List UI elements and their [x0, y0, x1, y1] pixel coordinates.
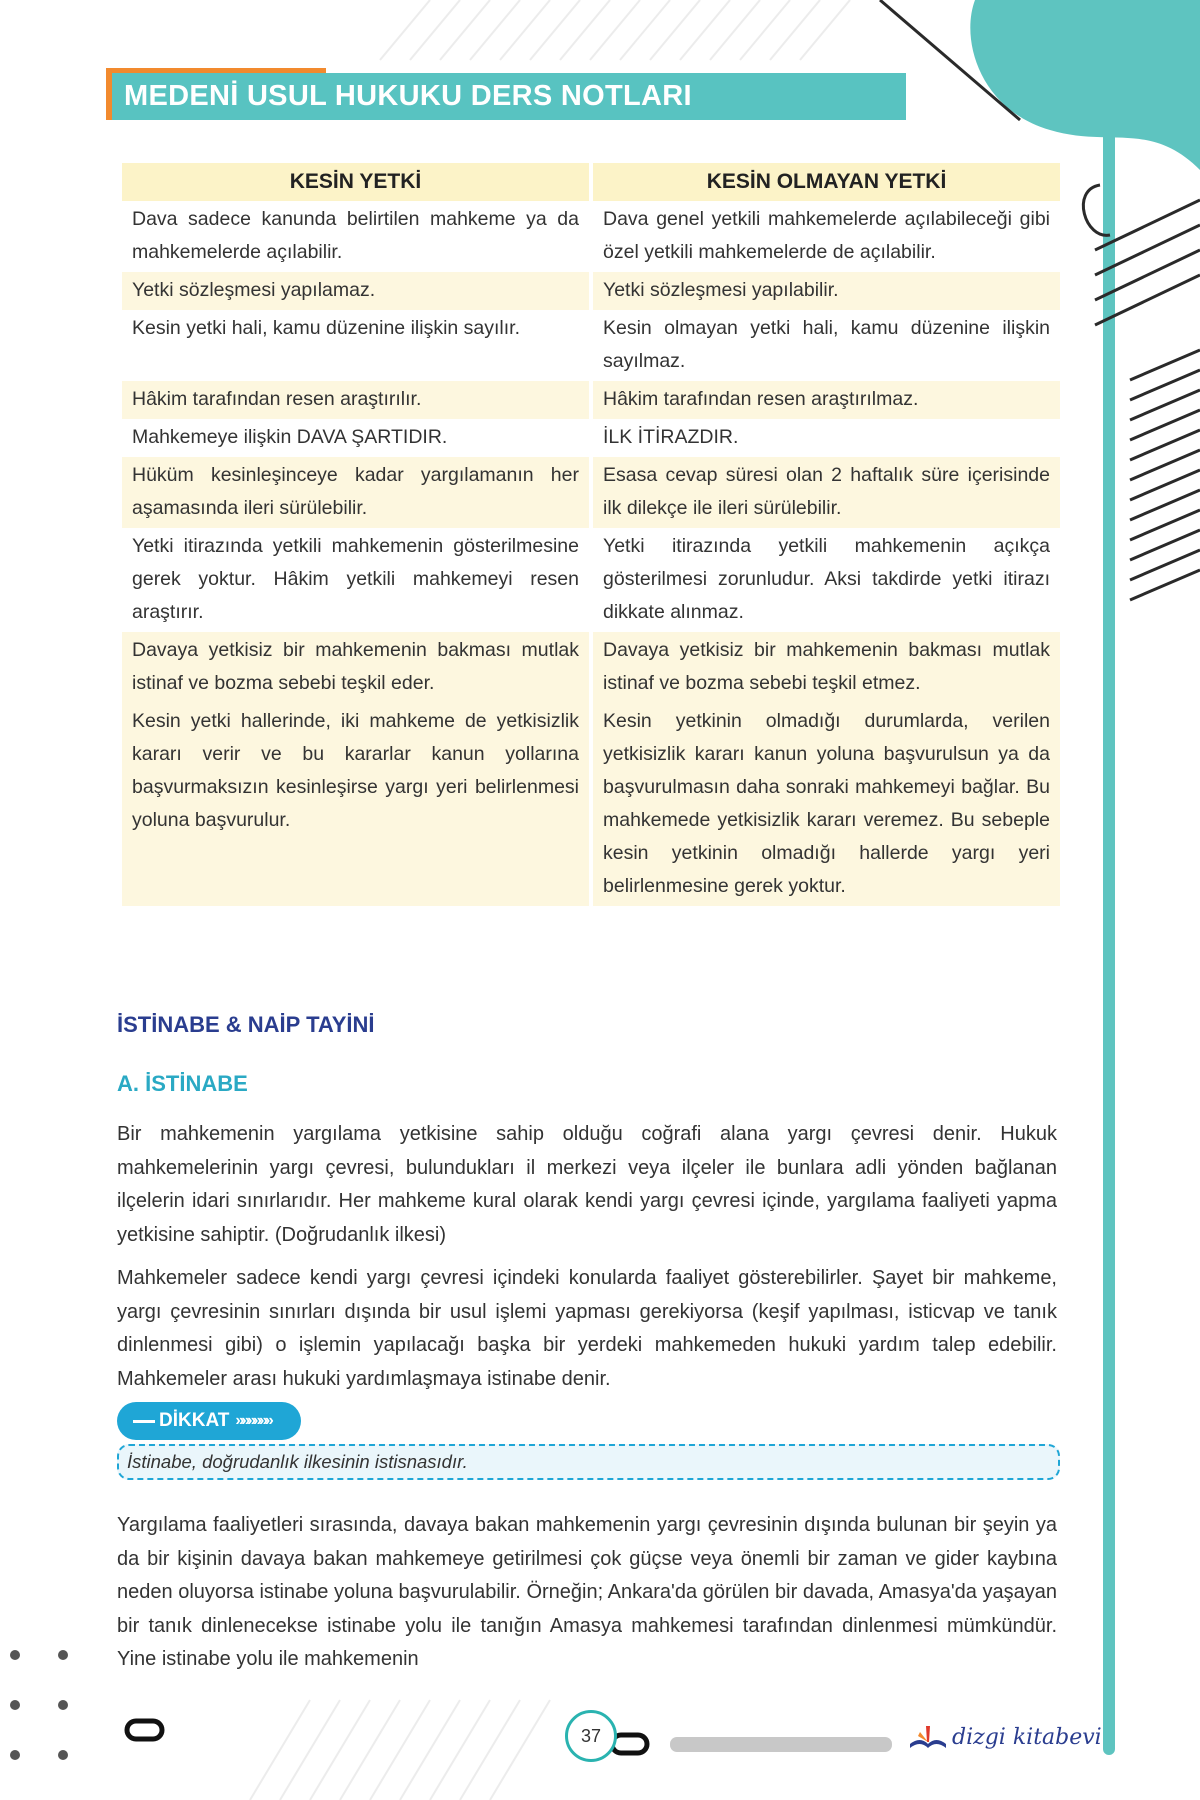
- table-row: [122, 381, 1060, 419]
- table-cell: Yetki sözleşmesi yapılamaz.: [122, 272, 589, 310]
- table-row: [122, 310, 1060, 381]
- footer-divider: [670, 1737, 892, 1752]
- section-subheading: A. İSTİNABE: [117, 1071, 248, 1096]
- table-cell: Yetki sözleşmesi yapılabilir.: [593, 272, 1060, 310]
- chevrons-icon: »»»»»»: [235, 1412, 271, 1429]
- table-cell: Kesin olmayan yetki hali, kamu düzenine ilişkin sayılmaz.: [593, 310, 1060, 381]
- table-cell: Davaya yetkisiz bir mahkemenin bakması mutlak istinaf ve bozma sebebi teşkil eder.: [122, 632, 589, 703]
- table-cell: Yetki itirazında yetkili mahkemenin gösterilmesine gerek yoktur. Hâkim yetkili mahkemeyi resen araştırır.: [122, 528, 589, 632]
- table-row: [122, 632, 1060, 703]
- table-cell: Davaya yetkisiz bir mahkemenin bakması mutlak istinaf ve bozma sebebi teşkil etmez.: [593, 632, 1060, 703]
- book-logo-icon: [908, 1722, 948, 1752]
- table-cell: Dava sadece kanunda belirtilen mahkeme ya da mahkemelerde açılabilir.: [122, 201, 589, 272]
- table-row: [122, 272, 1060, 310]
- table-cell: Esasa cevap süresi olan 2 haftalık süre içerisinde ilk dilekçe ile ileri sürülebilir.: [593, 457, 1060, 528]
- table-row: [122, 528, 1060, 632]
- table-row: [122, 703, 1060, 906]
- table-cell: Hâkim tarafından resen araştırılır.: [122, 381, 589, 419]
- table-cell: Kesin yetki hali, kamu düzenine ilişkin sayılır.: [122, 310, 589, 381]
- page-title-bar: [106, 73, 906, 120]
- section-heading: İSTİNABE & NAİP TAYİNİ: [117, 1012, 375, 1037]
- table-row: [122, 457, 1060, 528]
- table-cell: Kesin yetki hallerinde, iki mahkeme de yetkisizlik kararı verir ve bu kararlar kanun yollarına başvurmaksızın kesinleşirse yargı yeri belirlenmesi yoluna başvurulur.: [122, 703, 589, 906]
- publisher-logo: [908, 1722, 1102, 1752]
- page-title: MEDENİ USUL HUKUKU DERS NOTLARI: [124, 80, 692, 112]
- table-cell: Mahkemeye ilişkin DAVA ŞARTIDIR.: [122, 419, 589, 457]
- table-cell: İLK İTİRAZDIR.: [593, 419, 1060, 457]
- publisher-name: dizgi kitabevi: [952, 1724, 1102, 1750]
- column-header-kesin-yetki: KESİN YETKİ: [122, 163, 589, 201]
- dikkat-label: DİKKAT: [159, 1410, 230, 1431]
- table-cell: Kesin yetkinin olmadığı durumlarda, verilen yetkisizlik kararı kanun yoluna başvurulsun ya da başvurulmasın daha sonraki mahkemeyi bağlar. Bu mahkemede yetkisizlik kararı veremez. Bu sebeple kesin yetkinin olmadığı hallerde yargı yeri belirlenmesine gerek yoktur.: [593, 703, 1060, 906]
- table-row: [122, 419, 1060, 457]
- table-cell: Yetki itirazında yetkili mahkemenin açıkça gösterilmesi zorunludur. Aksi takdirde yetki itirazı dikkate alınmaz.: [593, 528, 1060, 632]
- table-row: [122, 201, 1060, 272]
- paragraph: Yargılama faaliyetleri sırasında, davaya bakan mahkemenin yargı çevresinin dışında bulunan bir şeyin ya da bir kişinin davaya bakan mahkemeye getirilmesi çok güçse veya önemli bir zaman ve gider kaybına neden oluyorsa istinabe yoluna başvurulabilir. Örneğin; Ankara'da görülen bir davada, Amasya'da yaşayan bir tanık dinlenecekse istinabe yolu ile tanığın Amasya mahkemesi tarafından dinlenmesi mümkündür. Yine istinabe yolu ile mahkemenin: [117, 1514, 1057, 1670]
- dikkat-badge: [117, 1402, 301, 1440]
- dash-icon: [133, 1420, 155, 1423]
- title-accent: [106, 68, 326, 73]
- column-header-kesin-olmayan-yetki: KESİN OLMAYAN YETKİ: [593, 163, 1060, 201]
- table-cell: Hüküm kesinleşinceye kadar yargılamanın her aşamasında ileri sürülebilir.: [122, 457, 589, 528]
- paragraph: Mahkemeler sadece kendi yargı çevresi içindeki konularda faaliyet gösterebilirler. Şayet bir mahkeme, yargı çevresinin sınırları dışında bir usul işlemi yapması gerekiyorsa (keşif yapılması, isticvap ve tanık dinlenmesi gibi) o işlemin yapılacağı başka bir yerdeki mahkemeden hukuki yardım talep edebilir. Mahkemeler arası hukuki yardımlaşmaya istinabe denir.: [117, 1267, 1057, 1390]
- dikkat-note: İstinabe, doğrudanlık ilkesinin istisnasıdır.: [117, 1444, 1060, 1480]
- comparison-table: [118, 163, 1064, 906]
- table-cell: Dava genel yetkili mahkemelerde açılabileceği gibi özel yetkili mahkemelerde de açılabilir.: [593, 201, 1060, 272]
- paragraph: Bir mahkemenin yargılama yetkisine sahip olduğu coğrafi alana yargı çevresi denir. Hukuk mahkemelerinin yargı çevresi, bulundukları il merkezi veya ilçeler ile bunlara adli yönden bağlanan ilçelerin idari sınırlarıdır. Her mahkeme kural olarak kendi yargı çevresi içinde, yargılama faaliyeti yapma yetkisine sahiptir. (Doğrudanlık ilkesi): [117, 1123, 1057, 1246]
- table-cell: Hâkim tarafından resen araştırılmaz.: [593, 381, 1060, 419]
- table-header-row: [122, 163, 1060, 201]
- page-number: 37: [565, 1710, 617, 1762]
